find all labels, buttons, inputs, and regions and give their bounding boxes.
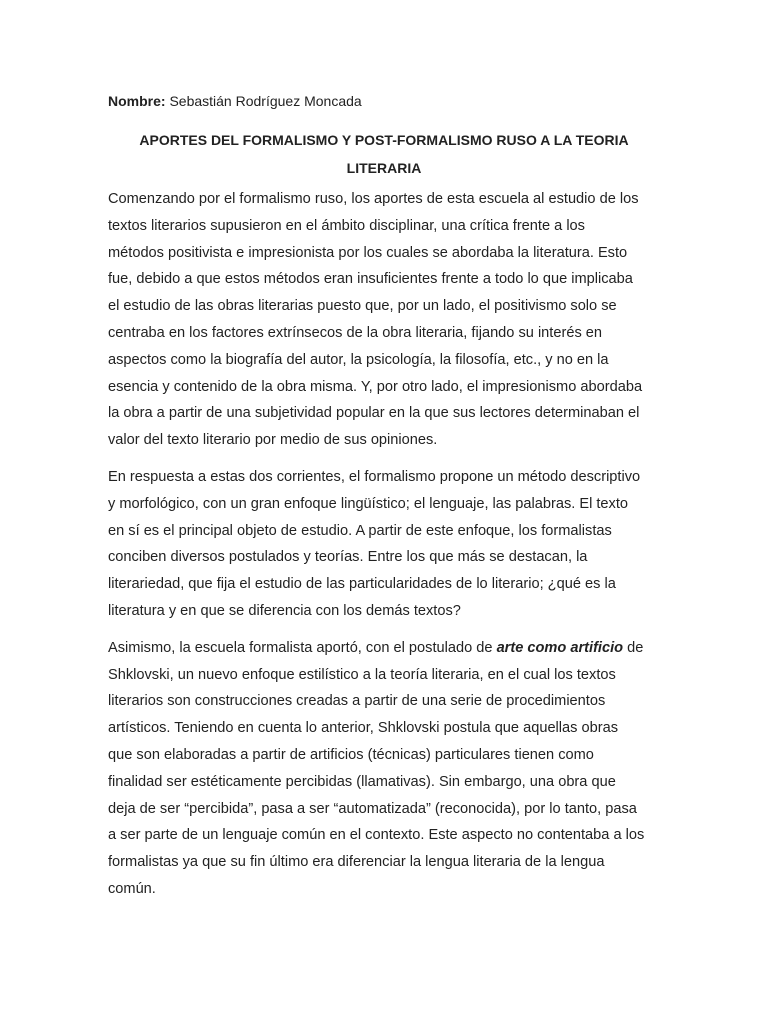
- text-before-emphasis: Asimismo, la escuela formalista aportó, con el postulado de: [108, 639, 497, 656]
- paragraph-line: común.: [108, 880, 156, 897]
- text-after-emphasis: de: [623, 639, 644, 656]
- paragraph-line: textos literarios supusieron en el ámbito disciplinar, una crítica frente a los: [108, 217, 585, 234]
- paragraph-line: literatura y en que se diferencia con los demás textos?: [108, 602, 461, 619]
- paragraph-line: métodos positivista e impresionista por los cuales se abordaba la literatura. Esto: [108, 244, 628, 261]
- paragraph-line: literariedad, que fija el estudio de las particularidades de lo literario; ¿qué es la: [108, 576, 616, 593]
- emphasized-term: arte como artificio: [496, 639, 624, 656]
- paragraph-line: centraba en los factores extrínsecos de la obra literaria, fijando su interés en: [108, 324, 603, 341]
- paragraph-line: formalistas ya que su fin último era diferenciar la lengua literaria de la lengua: [108, 854, 605, 871]
- paragraph-line: y morfológico, con un gran enfoque lingüístico; el lenguaje, las palabras. El texto: [108, 495, 629, 512]
- paragraph-2: [108, 464, 660, 625]
- author-name: Sebastián Rodríguez Moncada: [165, 93, 362, 109]
- document-title: [108, 126, 660, 182]
- paragraph-line: finalidad ser estéticamente percibidas (llamativas). Sin embargo, una obra que: [108, 773, 616, 790]
- name-label: Nombre:: [108, 93, 166, 109]
- paragraph-line: artísticos. Teniendo en cuenta lo anterior, Shklovski postula que aquellas obras: [108, 720, 619, 737]
- paragraph-line: deja de ser “percibida”, pasa a ser “automatizada” (reconocida), por lo tanto, pasa: [108, 800, 637, 817]
- paragraph-line: valor del texto literario por medio de sus opiniones.: [108, 432, 438, 449]
- paragraph-line: fue, debido a que estos métodos eran insuficientes frente a todo lo que implicaba: [108, 271, 633, 288]
- paragraph-line: conciben diversos postulados y teorías. Entre los que más se destacan, la: [108, 549, 588, 566]
- title-line-1: APORTES DEL FORMALISMO Y POST-FORMALISMO RUSO A LA TEORIA: [139, 132, 629, 148]
- document-page: [108, 88, 660, 913]
- author-line: [108, 88, 660, 114]
- paragraph-line: Comenzando por el formalismo ruso, los aportes de esta escuela al estudio de los: [108, 191, 639, 207]
- paragraph-line-first: [108, 635, 660, 662]
- paragraph-line: Shklovski, un nuevo enfoque estilístico a la teoría literaria, en el cual los textos: [108, 666, 616, 683]
- paragraph-line: En respuesta a estas dos corrientes, el formalismo propone un método descriptivo: [108, 468, 641, 485]
- paragraph-line: que son elaboradas a partir de artificios (técnicas) particulares tienen como: [108, 746, 594, 763]
- paragraph-3: [108, 635, 660, 903]
- paragraph-line: a ser parte de un lenguaje común en el contexto. Este aspecto no contentaba a los: [108, 827, 645, 844]
- paragraph-line: en sí es el principal objeto de estudio. A partir de este enfoque, los formalistas: [108, 522, 612, 539]
- paragraph-line: literarios son construcciones creadas a partir de una serie de procedimientos: [108, 693, 606, 710]
- paragraph-line: aspectos como la biografía del autor, la psicología, la filosofía, etc., y no en la: [108, 351, 609, 368]
- paragraph-line: la obra a partir de una subjetividad popular en la que sus lectores determinaban el: [108, 405, 640, 422]
- title-line-2: LITERARIA: [346, 160, 422, 176]
- paragraph-1: [108, 186, 660, 454]
- paragraph-line: esencia y contenido de la obra misma. Y, por otro lado, el impresionismo abordaba: [108, 378, 643, 395]
- paragraph-line: el estudio de las obras literarias puesto que, por un lado, el positivismo solo se: [108, 298, 617, 315]
